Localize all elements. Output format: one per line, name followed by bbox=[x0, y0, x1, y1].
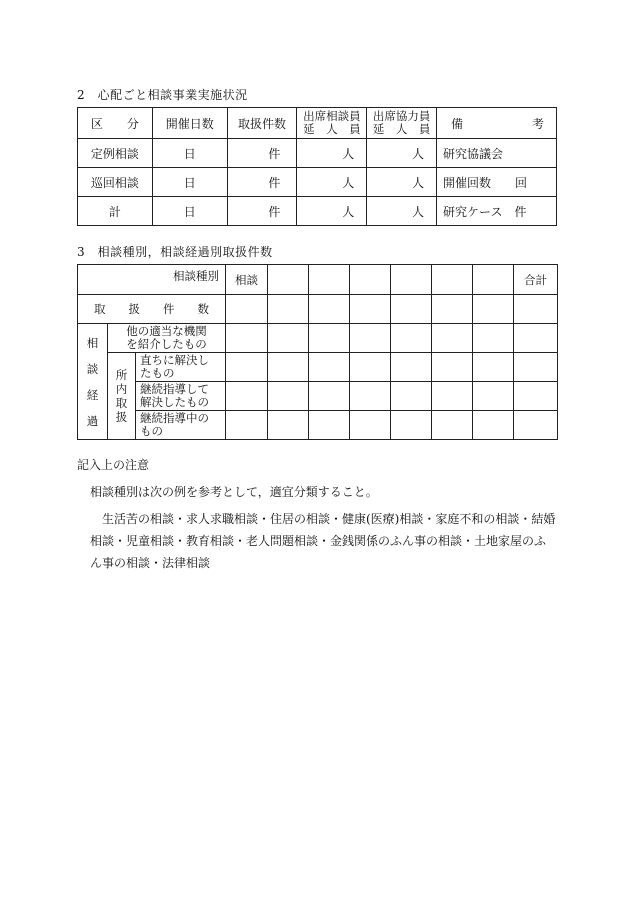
table-row bbox=[78, 168, 557, 197]
remark-text: 研究協議会 bbox=[437, 139, 557, 168]
type-label-cell: 相談種別 bbox=[78, 265, 226, 295]
header-counselors: 出席相談員 延 人 員 bbox=[297, 108, 367, 139]
row-label: 巡回相談 bbox=[78, 168, 153, 197]
table-row bbox=[78, 139, 557, 168]
person-unit: 人 bbox=[297, 139, 367, 168]
row-label: 定例相談 bbox=[78, 139, 153, 168]
day-unit: 日 bbox=[152, 139, 227, 168]
notes-body: 生活苦の相談・求人求職相談・住居の相談・健康(医療)相談・家庭不和の相談・結婚相談・児童相談・教育相談・老人問題相談・金銭関係のふん事の相談・土地家屋のふん事の相談・法律相談 bbox=[90, 512, 556, 570]
remark-text: 研究ケース 件 bbox=[437, 197, 557, 226]
header-days: 開催日数 bbox=[152, 108, 227, 139]
col-blank bbox=[391, 265, 432, 295]
col-blank bbox=[268, 265, 309, 295]
notes-title: 記入上の注意 bbox=[77, 458, 150, 472]
table-row bbox=[78, 411, 558, 440]
table-header-row bbox=[78, 108, 557, 139]
consultation-type-table bbox=[77, 264, 558, 440]
case-unit: 件 bbox=[227, 139, 297, 168]
table-row bbox=[78, 324, 558, 353]
col-blank bbox=[350, 265, 391, 295]
header-kubun: 区 分 bbox=[78, 108, 153, 139]
section3-heading: 3 相談種別，相談経過別取扱件数 bbox=[77, 245, 273, 259]
col-blank bbox=[432, 265, 473, 295]
section2-heading: 2 心配ごと相談事業実施状況 bbox=[77, 88, 248, 102]
col-blank bbox=[309, 265, 350, 295]
shonai-label: 所 内 取 扱 bbox=[108, 353, 136, 440]
notes-subtitle: 相談種別は次の例を参考として，適宜分類すること。 bbox=[90, 485, 378, 499]
day-unit: 日 bbox=[152, 197, 227, 226]
table-row bbox=[78, 382, 558, 411]
table-row bbox=[78, 353, 558, 382]
person-unit: 人 bbox=[367, 168, 437, 197]
col-consult: 相談 bbox=[226, 265, 268, 295]
header-remarks: 備 考 bbox=[437, 108, 557, 139]
table-row bbox=[78, 197, 557, 226]
keika-label: 相 談 経 過 bbox=[78, 324, 108, 440]
day-unit: 日 bbox=[152, 168, 227, 197]
header-cooperators: 出席協力員 延 人 員 bbox=[367, 108, 437, 139]
person-unit: 人 bbox=[367, 139, 437, 168]
case-unit: 件 bbox=[227, 168, 297, 197]
person-unit: 人 bbox=[297, 197, 367, 226]
row-label: 計 bbox=[78, 197, 153, 226]
person-unit: 人 bbox=[367, 197, 437, 226]
sub1-label: 直ちに解決し たもの bbox=[136, 353, 226, 382]
sub3-label: 継続指導中の もの bbox=[136, 411, 226, 440]
person-unit: 人 bbox=[297, 168, 367, 197]
other-agency-label: 他の適当な機関 を紹介したもの bbox=[108, 324, 226, 353]
table-row bbox=[78, 295, 558, 324]
consultation-status-table bbox=[77, 107, 557, 226]
count-row-label: 取 扱 件 数 bbox=[78, 295, 226, 324]
case-unit: 件 bbox=[227, 197, 297, 226]
col-total: 合計 bbox=[514, 265, 558, 295]
header-cases: 取扱件数 bbox=[227, 108, 297, 139]
sub2-label: 継続指導して 解決したもの bbox=[136, 382, 226, 411]
remark-text: 開催回数 回 bbox=[437, 168, 557, 197]
type-header-row bbox=[78, 265, 558, 295]
col-blank bbox=[473, 265, 514, 295]
